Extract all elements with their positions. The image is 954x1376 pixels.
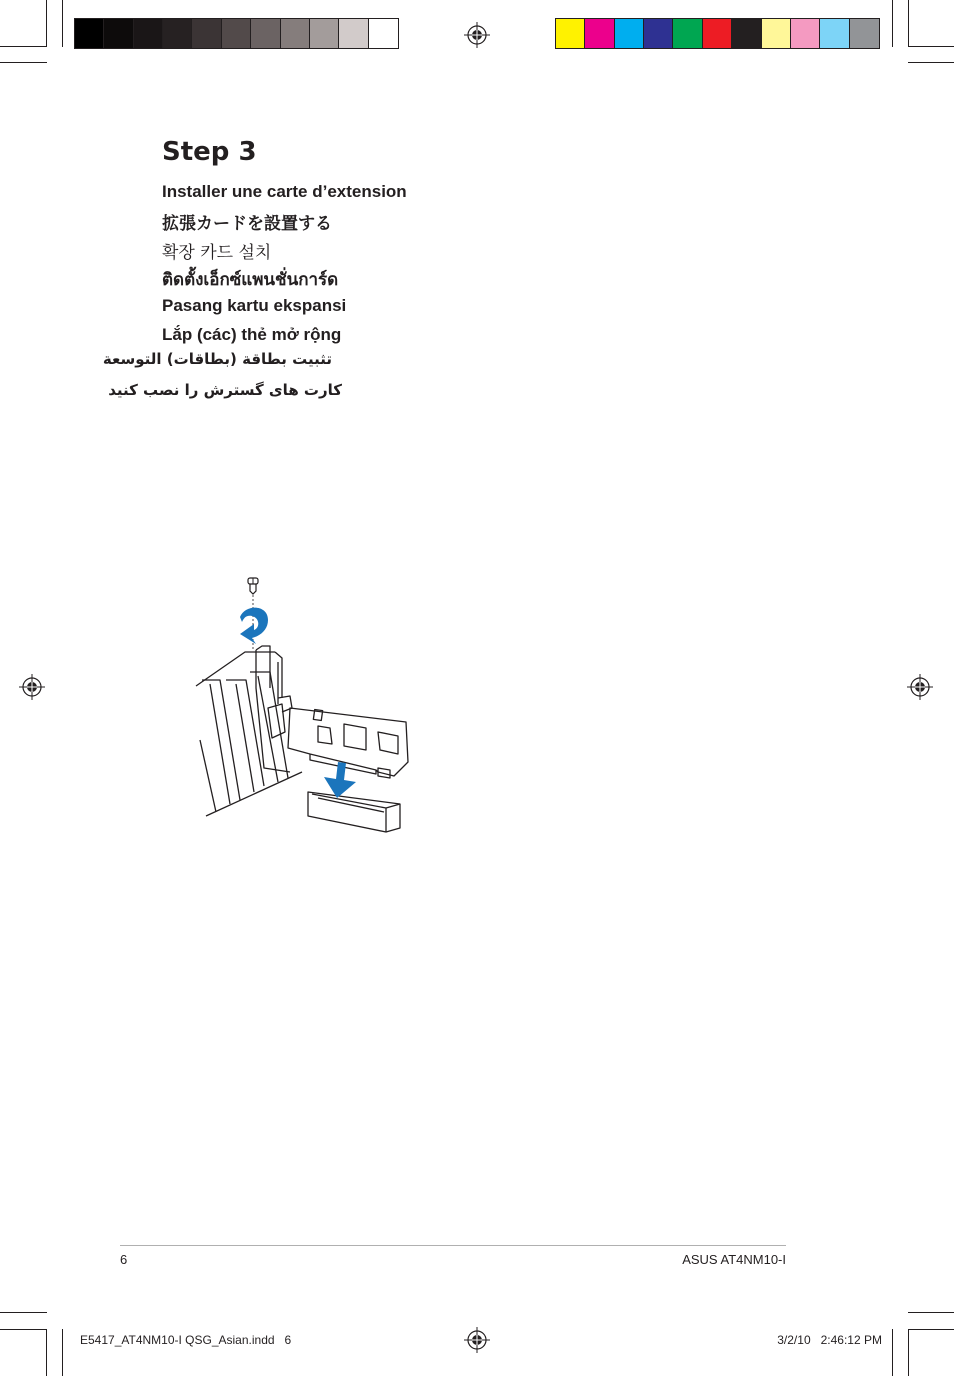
crop-mark [892, 0, 893, 47]
color-swatch [850, 19, 879, 48]
color-swatch [369, 19, 398, 48]
footer-divider [120, 1245, 786, 1246]
slug-file-label: E5417_AT4NM10-I QSG_Asian.indd 6 [80, 1333, 292, 1347]
color-swatch [310, 19, 339, 48]
crop-mark [908, 62, 954, 63]
color-swatch [615, 19, 644, 48]
subtitle-indonesian: Pasang kartu ekspansi [162, 296, 347, 315]
subtitle-japanese: 拡張カードを設置する [162, 214, 332, 234]
color-swatch [192, 19, 221, 48]
subtitle-french: Installer une carte d’extension [162, 182, 407, 201]
page-title: Step 3 [162, 137, 257, 167]
down-arrow-icon [324, 762, 356, 798]
rotate-arrow-icon [240, 608, 268, 644]
crop-mark [908, 1312, 954, 1313]
subtitle-thai: ติดตั้งเอ็กซ์แพนชั่นการ์ด [162, 270, 339, 290]
subtitle-vietnamese: Lắp (các) thẻ mở rộng [162, 325, 342, 344]
registration-mark-icon [464, 1327, 490, 1353]
color-swatch [762, 19, 791, 48]
crop-mark [0, 1329, 47, 1330]
color-swatch [75, 19, 104, 48]
subtitle-korean: 확장 카드 설치 [162, 243, 272, 263]
crop-mark [0, 46, 47, 47]
color-swatch [163, 19, 192, 48]
color-swatch [104, 19, 133, 48]
color-swatch [644, 19, 673, 48]
registration-mark-icon [464, 22, 490, 48]
crop-mark [908, 46, 954, 47]
color-swatch [251, 19, 280, 48]
color-swatch [134, 19, 163, 48]
color-swatch [820, 19, 849, 48]
color-swatch [585, 19, 614, 48]
crop-mark [0, 1312, 47, 1313]
subtitle-persian: کارت های گسترش را نصب کنید [108, 381, 342, 399]
grayscale-calibration-bar [74, 18, 399, 49]
color-swatch [222, 19, 251, 48]
crop-mark [62, 1329, 63, 1376]
color-swatch [791, 19, 820, 48]
page-number: 6 [120, 1252, 128, 1267]
crop-mark [62, 0, 63, 47]
crop-mark [46, 1329, 47, 1376]
color-swatch [281, 19, 310, 48]
color-swatch [732, 19, 761, 48]
color-swatch [673, 19, 702, 48]
registration-mark-icon [907, 674, 933, 700]
crop-mark [908, 0, 909, 47]
color-calibration-bar [555, 18, 880, 49]
crop-mark [908, 1329, 954, 1330]
color-swatch [703, 19, 732, 48]
registration-mark-icon [19, 674, 45, 700]
crop-mark [46, 0, 47, 47]
color-swatch [556, 19, 585, 48]
color-swatch [339, 19, 368, 48]
slug-timestamp: 3/2/10 2:46:12 PM [777, 1333, 882, 1347]
crop-mark [908, 1329, 909, 1376]
product-name: ASUS AT4NM10-I [682, 1252, 786, 1267]
expansion-card-illustration [190, 572, 420, 842]
crop-mark [892, 1329, 893, 1376]
subtitle-arabic: تثبيت بطاقة (بطاقات) التوسعة [102, 350, 332, 368]
crop-mark [0, 62, 47, 63]
